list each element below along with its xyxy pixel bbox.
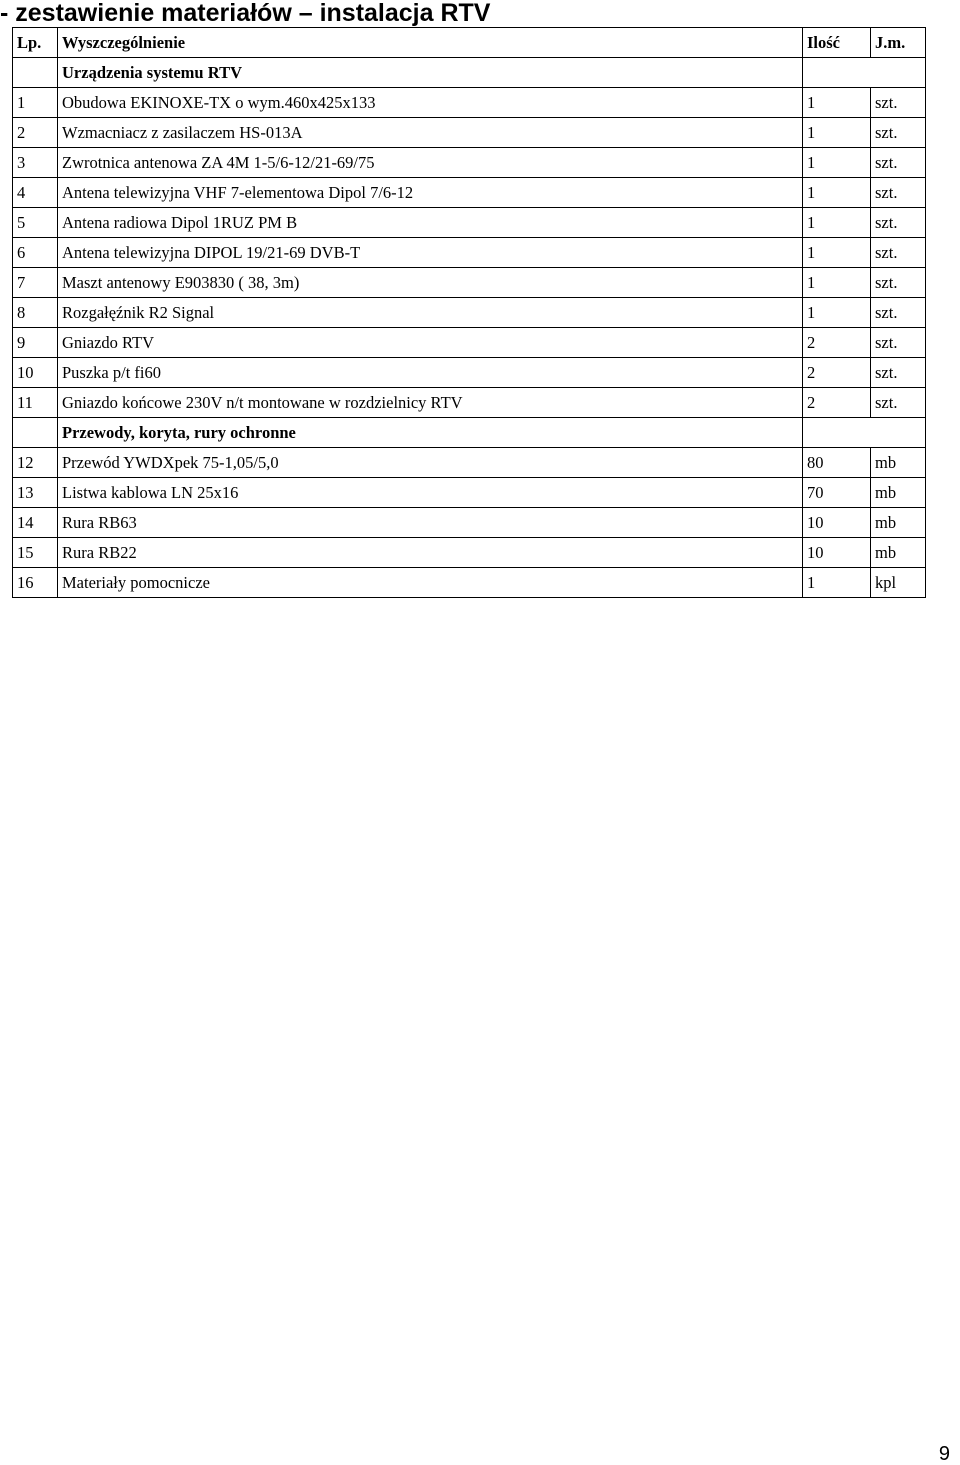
cell-unit: kpl [871, 568, 926, 598]
cell-quantity: 1 [803, 148, 871, 178]
cell-quantity: 2 [803, 358, 871, 388]
section-title: Urządzenia systemu RTV [58, 58, 803, 88]
cell-quantity: 1 [803, 568, 871, 598]
cell-lp: 7 [13, 268, 58, 298]
table-row [13, 298, 926, 328]
cell-lp: 1 [13, 88, 58, 118]
cell-description: Gniazdo końcowe 230V n/t montowane w rozdzielnicy RTV [58, 388, 803, 418]
cell-lp: 9 [13, 328, 58, 358]
cell-lp: 15 [13, 538, 58, 568]
table-row [13, 328, 926, 358]
table-row [13, 508, 926, 538]
cell-lp: 8 [13, 298, 58, 328]
cell-unit: mb [871, 538, 926, 568]
cell-unit: szt. [871, 298, 926, 328]
cell-quantity: 10 [803, 538, 871, 568]
cell-quantity: 1 [803, 268, 871, 298]
materials-table-body [13, 28, 926, 598]
cell-unit: szt. [871, 88, 926, 118]
cell-quantity: 2 [803, 328, 871, 358]
cell-unit: szt. [871, 328, 926, 358]
table-row [13, 568, 926, 598]
cell-lp: 10 [13, 358, 58, 388]
materials-table [12, 27, 926, 598]
table-row [13, 178, 926, 208]
table-row [13, 478, 926, 508]
page-number: 9 [938, 1443, 950, 1465]
cell-description: Zwrotnica antenowa ZA 4M 1-5/6-12/21-69/75 [58, 148, 803, 178]
cell-description: Antena radiowa Dipol 1RUZ PM B [58, 208, 803, 238]
header-lp: Lp. [13, 28, 58, 58]
header-description: Wyszczególnienie [58, 28, 803, 58]
cell-unit: szt. [871, 388, 926, 418]
cell-lp: 12 [13, 448, 58, 478]
cell-description: Maszt antenowy E903830 ( 38, 3m) [58, 268, 803, 298]
page-title: - zestawienie materiałów – instalacja RTV [0, 0, 491, 27]
table-header-row [13, 28, 926, 58]
cell-description: Materiały pomocnicze [58, 568, 803, 598]
header-unit: J.m. [871, 28, 926, 58]
cell-lp: 5 [13, 208, 58, 238]
cell-lp: 13 [13, 478, 58, 508]
table-row [13, 148, 926, 178]
section-title: Przewody, koryta, rury ochronne [58, 418, 803, 448]
section-row [13, 418, 926, 448]
table-row [13, 208, 926, 238]
cell-unit: mb [871, 478, 926, 508]
header-quantity: Ilość [803, 28, 871, 58]
cell-description: Antena telewizyjna DIPOL 19/21-69 DVB-T [58, 238, 803, 268]
cell-quantity: 1 [803, 178, 871, 208]
cell-description: Przewód YWDXpek 75-1,05/5,0 [58, 448, 803, 478]
cell-unit: mb [871, 448, 926, 478]
cell-unit: szt. [871, 208, 926, 238]
table-row [13, 448, 926, 478]
cell-quantity: 70 [803, 478, 871, 508]
cell-quantity: 10 [803, 508, 871, 538]
cell-lp: 11 [13, 388, 58, 418]
cell-quantity: 1 [803, 238, 871, 268]
cell-unit: szt. [871, 118, 926, 148]
cell-quantity: 1 [803, 118, 871, 148]
cell-description: Rozgałęźnik R2 Signal [58, 298, 803, 328]
cell-lp: 3 [13, 148, 58, 178]
cell-lp: 4 [13, 178, 58, 208]
cell-description: Listwa kablowa LN 25x16 [58, 478, 803, 508]
cell-description: Antena telewizyjna VHF 7-elementowa Dipol 7/6-12 [58, 178, 803, 208]
cell-unit: szt. [871, 178, 926, 208]
cell-description: Gniazdo RTV [58, 328, 803, 358]
section-lp-cell [13, 58, 58, 88]
table-row [13, 538, 926, 568]
cell-unit: szt. [871, 268, 926, 298]
cell-lp: 16 [13, 568, 58, 598]
section-empty-cell [803, 58, 926, 88]
cell-quantity: 2 [803, 388, 871, 418]
cell-description: Puszka p/t fi60 [58, 358, 803, 388]
cell-description: Wzmacniacz z zasilaczem HS-013A [58, 118, 803, 148]
table-row [13, 238, 926, 268]
cell-description: Obudowa EKINOXE-TX o wym.460x425x133 [58, 88, 803, 118]
cell-unit: szt. [871, 238, 926, 268]
cell-lp: 6 [13, 238, 58, 268]
cell-lp: 14 [13, 508, 58, 538]
cell-unit: mb [871, 508, 926, 538]
cell-description: Rura RB22 [58, 538, 803, 568]
table-row [13, 88, 926, 118]
table-row [13, 268, 926, 298]
section-row [13, 58, 926, 88]
cell-quantity: 1 [803, 298, 871, 328]
section-empty-cell [803, 418, 926, 448]
cell-unit: szt. [871, 358, 926, 388]
cell-quantity: 1 [803, 208, 871, 238]
table-row [13, 118, 926, 148]
section-lp-cell [13, 418, 58, 448]
table-row [13, 388, 926, 418]
cell-lp: 2 [13, 118, 58, 148]
cell-description: Rura RB63 [58, 508, 803, 538]
cell-quantity: 1 [803, 88, 871, 118]
table-row [13, 358, 926, 388]
cell-quantity: 80 [803, 448, 871, 478]
cell-unit: szt. [871, 148, 926, 178]
